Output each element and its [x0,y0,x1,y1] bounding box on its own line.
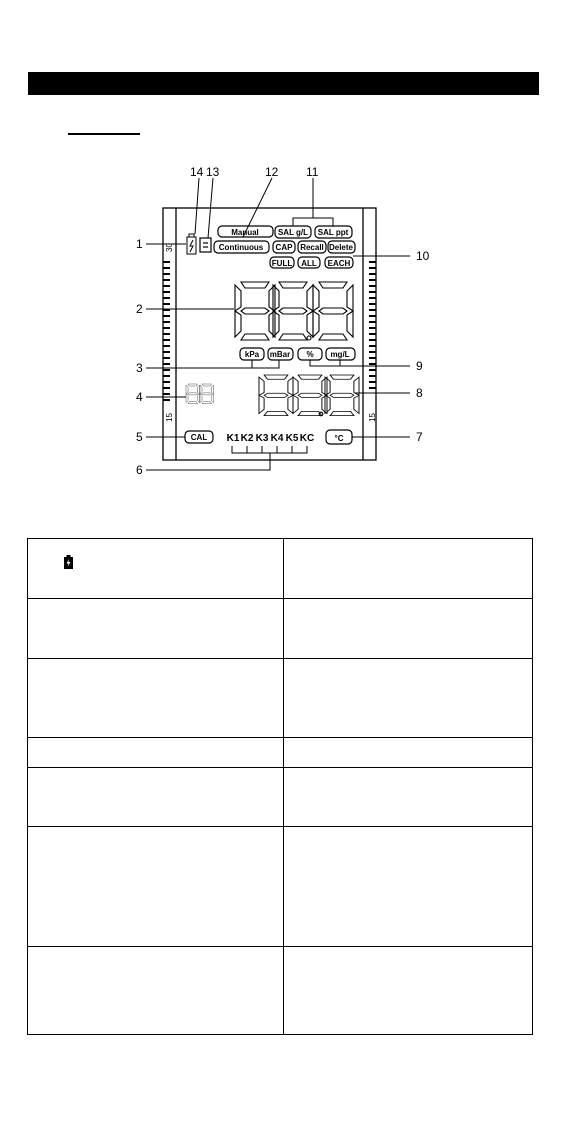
callout-3: 3 [136,361,143,375]
callout-10: 10 [416,249,430,263]
scale-label-left-bottom: 15 [165,413,174,422]
callout-6: 6 [136,463,143,477]
callout-12: 12 [265,165,279,179]
table-cell [28,827,284,947]
lcd-legend-table [27,538,533,1035]
recall-label: Recall [300,243,324,252]
callout-14: 14 [190,165,204,179]
percent-label: % [306,350,314,359]
full-label: FULL [271,259,293,268]
table-cell [284,738,533,768]
k3-label: K3 [255,433,269,444]
callout-9: 9 [416,359,423,373]
main-digits [235,282,353,340]
table-cell [284,659,533,738]
table-row [28,947,533,1035]
table-row [28,768,533,827]
callout-13: 13 [206,165,220,179]
table-row [28,539,533,599]
cal-label: CAL [190,433,208,442]
callout-4: 4 [136,390,143,404]
table-row [28,659,533,738]
table-cell [284,599,533,659]
table-row [28,738,533,768]
table-cell [284,827,533,947]
charging-icon [187,234,196,254]
right-scale [369,262,376,388]
k2-label: K2 [240,433,254,444]
table-cell [28,539,284,599]
cap-label: CAP [275,243,293,252]
callout-5: 5 [136,430,143,444]
kc-label: KC [299,433,315,444]
callout-7: 7 [416,430,423,444]
table-cell [28,768,284,827]
scale-label-right-bottom: 15 [368,413,377,422]
callout-lines [146,178,410,470]
table-cell [28,738,284,768]
callout-8: 8 [416,386,423,400]
k5-label: K5 [285,433,299,444]
callout-11: 11 [306,165,319,179]
kpa-label: kPa [244,350,260,359]
table-cell [28,599,284,659]
table-row [28,599,533,659]
callout-2: 2 [136,302,143,316]
all-label: ALL [301,259,317,268]
memory-icon [200,238,211,252]
k1-label: K1 [226,433,240,444]
manual-label: Manual [231,228,259,237]
table-row [28,827,533,947]
mgl-label: mg/L [330,350,350,359]
callout-1: 1 [136,237,143,251]
table-cell [284,947,533,1035]
delete-label: Delete [328,243,354,252]
celsius-label: °C [334,434,344,443]
table-cell [284,539,533,599]
small-digits [186,384,214,404]
continuous-label: Continuous [218,243,264,252]
scale-label-top: 30 [165,243,174,252]
each-label: EACH [327,259,351,268]
table-cell [284,768,533,827]
table-cell [28,947,284,1035]
left-scale [163,262,170,400]
sal-gl-label: SAL g/L [277,228,309,237]
lcd-display-diagram [0,0,566,520]
sal-ppt-label: SAL ppt [317,228,349,237]
table-cell [28,659,284,738]
battery-charging-icon [64,555,73,574]
k4-label: K4 [270,433,284,444]
mbar-label: mBar [269,350,291,359]
secondary-digits [259,375,359,416]
